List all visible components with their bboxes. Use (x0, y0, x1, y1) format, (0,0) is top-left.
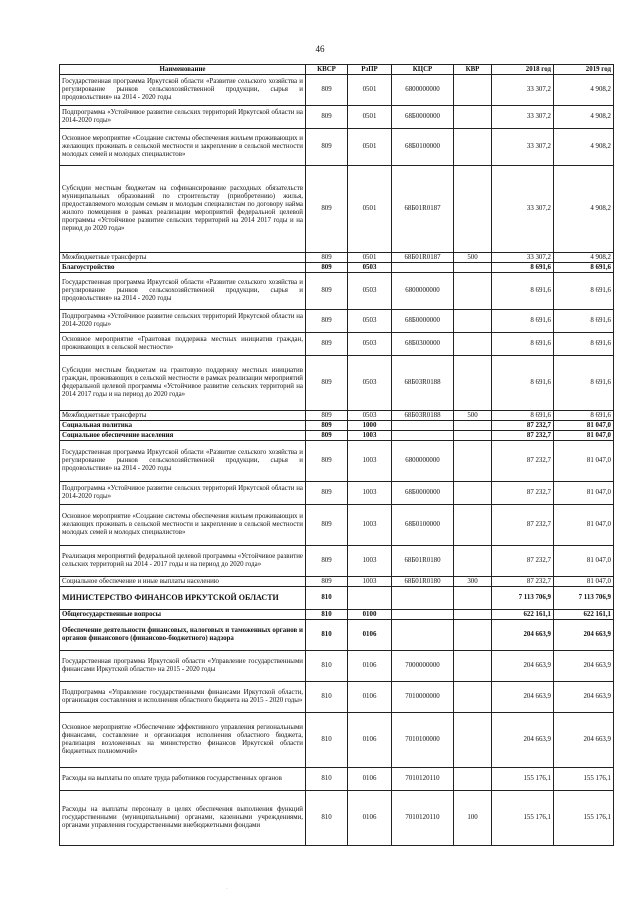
row-kvsr-cell: 810 (306, 768, 348, 791)
row-kvr-cell (454, 441, 492, 482)
table-row (60, 482, 614, 505)
row-name-cell: Подпрограмма «Устойчивое развитие сельских территорий Иркутской области на 2014-2020 годы» (60, 310, 306, 333)
row-kcsr-cell (392, 263, 454, 273)
table-row (60, 431, 614, 441)
row-rzpr-cell: 1003 (348, 577, 392, 587)
row-kcsr-cell: 7010120110 (392, 791, 454, 846)
row-rzpr-cell: 0106 (348, 768, 392, 791)
table-row (60, 253, 614, 263)
row-2019-cell: 622 161,1 (554, 610, 614, 620)
table-row (60, 577, 614, 587)
row-kvsr-cell: 810 (306, 791, 348, 846)
row-2018-cell: 8 691,6 (492, 333, 554, 356)
row-kvr-cell: 300 (454, 577, 492, 587)
row-kcsr-cell (392, 431, 454, 441)
row-2019-cell: 7 113 706,9 (554, 587, 614, 610)
scan-mark: · (226, 886, 228, 892)
row-rzpr-cell (348, 587, 392, 610)
row-kvsr-cell: 809 (306, 129, 348, 166)
header-kvr: КВР (454, 65, 492, 75)
row-name-cell: Субсидии местным бюджетам на грантовую поддержку местных инициатив граждан, проживающих в сельской местности в рамках реализации мероприятий федеральной целевой программы «Устойчивое развитие сельских территорий на 2014 2017 годы и на период до 2020 года» (60, 356, 306, 411)
table-header-row (60, 65, 614, 75)
row-name-cell: Общегосударственные вопросы (60, 610, 306, 620)
row-2019-cell: 8 691,6 (554, 411, 614, 421)
table-row (60, 610, 614, 620)
row-2018-cell: 87 232,7 (492, 505, 554, 546)
row-kvsr-cell: 810 (306, 610, 348, 620)
row-name-cell: Государственная программа Иркутской области «Развитие сельского хозяйства и регулирование рынков сельскохозяйственной продукции, сырья и продовольствия» на 2014 - 2020 годы (60, 441, 306, 482)
row-kcsr-cell: 68Б03R0188 (392, 411, 454, 421)
table-row (60, 75, 614, 106)
row-kvsr-cell: 809 (306, 546, 348, 577)
table-row (60, 310, 614, 333)
row-kcsr-cell: 7010120110 (392, 768, 454, 791)
row-kcsr-cell: 6800000000 (392, 273, 454, 310)
row-name-cell: Подпрограмма «Устойчивое развитие сельских территорий Иркутской области на 2014-2020 годы» (60, 106, 306, 129)
row-name-cell: Благоустройство (60, 263, 306, 273)
row-name-cell: Государственная программа Иркутской области «Развитие сельского хозяйства и регулирование рынков сельскохозяйственной продукции, сырья и продовольствия» на 2014 - 2020 годы (60, 75, 306, 106)
row-rzpr-cell: 0501 (348, 75, 392, 106)
table-row (60, 505, 614, 546)
row-2019-cell: 204 663,9 (554, 620, 614, 651)
row-2019-cell: 4 908,2 (554, 166, 614, 253)
row-2018-cell: 622 161,1 (492, 610, 554, 620)
row-2019-cell: 81 047,0 (554, 441, 614, 482)
row-2019-cell: 204 663,9 (554, 682, 614, 713)
row-kcsr-cell: 68Б01R0180 (392, 546, 454, 577)
row-2019-cell: 4 908,2 (554, 129, 614, 166)
row-name-cell: Основное мероприятие «Создание системы обеспечения жильем проживающих и желающих проживать в сельской местности и закрепление в сельской местности молодых семей и молодых специалистов» (60, 129, 306, 166)
row-2019-cell: 81 047,0 (554, 546, 614, 577)
row-2018-cell: 87 232,7 (492, 577, 554, 587)
row-kvr-cell (454, 651, 492, 682)
row-kvsr-cell: 810 (306, 620, 348, 651)
table-row (60, 411, 614, 421)
row-rzpr-cell: 0106 (348, 620, 392, 651)
row-kcsr-cell: 6800000000 (392, 441, 454, 482)
row-kvr-cell (454, 713, 492, 768)
row-rzpr-cell: 0106 (348, 651, 392, 682)
table-row (60, 713, 614, 768)
row-rzpr-cell: 1003 (348, 482, 392, 505)
row-2019-cell: 8 691,6 (554, 263, 614, 273)
row-2018-cell: 8 691,6 (492, 263, 554, 273)
row-rzpr-cell: 0501 (348, 106, 392, 129)
row-2018-cell: 8 691,6 (492, 273, 554, 310)
row-2019-cell: 4 908,2 (554, 106, 614, 129)
header-rzpr: РзПР (348, 65, 392, 75)
row-kvr-cell: 100 (454, 791, 492, 846)
table-row (60, 129, 614, 166)
row-rzpr-cell: 0503 (348, 411, 392, 421)
row-kvr-cell (454, 263, 492, 273)
row-kvsr-cell: 809 (306, 577, 348, 587)
row-kcsr-cell: 68Б01R0187 (392, 166, 454, 253)
row-kcsr-cell: 7010100000 (392, 713, 454, 768)
row-name-cell: Реализация мероприятий федеральной целевой программы «Устойчивое развитие сельских территорий на 2014 - 2017 годы и на период до 2020 года» (60, 546, 306, 577)
row-kvsr-cell: 809 (306, 253, 348, 263)
row-kcsr-cell: 68Б0100000 (392, 129, 454, 166)
row-name-cell: Межбюджетные трансферты (60, 411, 306, 421)
row-kcsr-cell: 68Б0000000 (392, 310, 454, 333)
row-kvr-cell (454, 682, 492, 713)
row-rzpr-cell: 0501 (348, 253, 392, 263)
row-kvr-cell (454, 273, 492, 310)
table-row (60, 791, 614, 846)
row-kvsr-cell: 809 (306, 106, 348, 129)
row-kvsr-cell: 809 (306, 310, 348, 333)
header-kcsr: КЦСР (392, 65, 454, 75)
table-row (60, 651, 614, 682)
row-2019-cell: 8 691,6 (554, 333, 614, 356)
row-2019-cell: 81 047,0 (554, 482, 614, 505)
row-2018-cell: 33 307,2 (492, 166, 554, 253)
row-kcsr-cell: 68Б0300000 (392, 333, 454, 356)
row-kvsr-cell: 809 (306, 333, 348, 356)
row-kvr-cell (454, 75, 492, 106)
row-kcsr-cell (392, 610, 454, 620)
row-name-cell: Подпрограмма «Устойчивое развитие сельских территорий Иркутской области на 2014-2020 годы» (60, 482, 306, 505)
row-2018-cell: 8 691,6 (492, 356, 554, 411)
row-kvr-cell: 500 (454, 253, 492, 263)
row-kcsr-cell: 68Б01R0180 (392, 577, 454, 587)
row-2018-cell: 8 691,6 (492, 310, 554, 333)
row-2018-cell: 87 232,7 (492, 421, 554, 431)
row-kvr-cell (454, 768, 492, 791)
row-kvsr-cell: 809 (306, 505, 348, 546)
row-name-cell: Субсидии местным бюджетам на софинансирование расходных обязательств муниципальных образований по строительству (приобретению) жилья, предоставляемого молодым семьям и молодым специалистам по договору найма жилого помещения в рамках реализации мероприятий федеральной целевой программы «Устойчивое развитие сельских территорий на 2014 2017 годы и на период до 2020 года» (60, 166, 306, 253)
table-row (60, 441, 614, 482)
row-kvr-cell (454, 610, 492, 620)
row-kvr-cell (454, 129, 492, 166)
row-kvsr-cell: 809 (306, 482, 348, 505)
row-kvsr-cell: 810 (306, 682, 348, 713)
row-2018-cell: 87 232,7 (492, 441, 554, 482)
row-kvsr-cell: 809 (306, 263, 348, 273)
row-2018-cell: 87 232,7 (492, 431, 554, 441)
table-row (60, 333, 614, 356)
row-name-cell: Обеспечение деятельности финансовых, налоговых и таможенных органов и органов финансового (финансово-бюджетного) надзора (60, 620, 306, 651)
row-rzpr-cell: 1003 (348, 441, 392, 482)
row-rzpr-cell: 0503 (348, 356, 392, 411)
row-2019-cell: 8 691,6 (554, 273, 614, 310)
table-row (60, 587, 614, 610)
header-name: Наименование (60, 65, 306, 75)
table-row (60, 273, 614, 310)
row-rzpr-cell: 0503 (348, 333, 392, 356)
row-rzpr-cell: 0503 (348, 263, 392, 273)
row-kcsr-cell: 7010000000 (392, 682, 454, 713)
row-kvsr-cell: 809 (306, 273, 348, 310)
row-rzpr-cell: 0106 (348, 713, 392, 768)
row-kcsr-cell: 68Б03R0188 (392, 356, 454, 411)
row-kvr-cell (454, 333, 492, 356)
row-2019-cell: 204 663,9 (554, 713, 614, 768)
table-row (60, 682, 614, 713)
header-kvsr: КВСР (306, 65, 348, 75)
row-2019-cell: 81 047,0 (554, 431, 614, 441)
row-kvr-cell (454, 587, 492, 610)
row-kcsr-cell (392, 620, 454, 651)
table-row (60, 768, 614, 791)
row-name-cell: Социальное обеспечение населения (60, 431, 306, 441)
row-2018-cell: 204 663,9 (492, 651, 554, 682)
row-name-cell: Социальная политика (60, 421, 306, 431)
row-2019-cell: 81 047,0 (554, 421, 614, 431)
header-2018: 2018 год (492, 65, 554, 75)
row-2019-cell: 8 691,6 (554, 356, 614, 411)
row-2018-cell: 155 176,1 (492, 791, 554, 846)
row-2019-cell: 81 047,0 (554, 505, 614, 546)
table-row (60, 421, 614, 431)
row-name-cell: Основное мероприятие «Создание системы обеспечения жильем проживающих и желающих проживать в сельской местности и закрепление в сельской местности молодых семей и молодых специалистов» (60, 505, 306, 546)
row-2018-cell: 33 307,2 (492, 106, 554, 129)
table-row (60, 356, 614, 411)
row-kvsr-cell: 809 (306, 441, 348, 482)
row-kvsr-cell: 810 (306, 587, 348, 610)
row-kvsr-cell: 809 (306, 356, 348, 411)
row-name-cell: Основное мероприятие «Обеспечение эффективного управления региональными финансами, составление и организация исполнения областного бюджета, реализация возложенных на министерство финансов Иркутской области бюджетных полномочий» (60, 713, 306, 768)
row-rzpr-cell: 0503 (348, 310, 392, 333)
row-2018-cell: 204 663,9 (492, 620, 554, 651)
row-name-cell: Государственная программа Иркутской области «Развитие сельского хозяйства и регулирование рынков сельскохозяйственной продукции, сырья и продовольствия» на 2014 - 2020 годы (60, 273, 306, 310)
row-2019-cell: 155 176,1 (554, 768, 614, 791)
row-2019-cell: 8 691,6 (554, 310, 614, 333)
row-kvr-cell (454, 620, 492, 651)
row-kvsr-cell: 809 (306, 75, 348, 106)
row-2018-cell: 204 663,9 (492, 713, 554, 768)
row-name-cell: Межбюджетные трансферты (60, 253, 306, 263)
row-kcsr-cell: 68Б0000000 (392, 106, 454, 129)
budget-table (59, 64, 614, 846)
row-name-cell: Социальное обеспечение и иные выплаты населению (60, 577, 306, 587)
row-2018-cell: 204 663,9 (492, 682, 554, 713)
row-name-cell: Государственная программа Иркутской области «Управление государственными финансами Иркутской области» на 2015 - 2020 годы (60, 651, 306, 682)
row-2018-cell: 87 232,7 (492, 546, 554, 577)
row-rzpr-cell: 0501 (348, 129, 392, 166)
row-kvr-cell (454, 505, 492, 546)
row-2018-cell: 33 307,2 (492, 129, 554, 166)
page-number: 46 (315, 44, 325, 54)
table-body (60, 75, 614, 846)
row-2018-cell: 87 232,7 (492, 482, 554, 505)
row-kcsr-cell: 7000000000 (392, 651, 454, 682)
row-rzpr-cell: 1003 (348, 505, 392, 546)
row-rzpr-cell: 0106 (348, 682, 392, 713)
row-2019-cell: 204 663,9 (554, 651, 614, 682)
row-name-cell: Расходы на выплаты по оплате труда работников государственных органов (60, 768, 306, 791)
row-kcsr-cell (392, 587, 454, 610)
row-2019-cell: 4 908,2 (554, 253, 614, 263)
row-rzpr-cell: 0503 (348, 273, 392, 310)
row-kvr-cell (454, 421, 492, 431)
row-2018-cell: 7 113 706,9 (492, 587, 554, 610)
table-row (60, 263, 614, 273)
row-name-cell: Основное мероприятие «Грантовая поддержка местных инициатив граждан, проживающих в сельской местности» (60, 333, 306, 356)
row-kcsr-cell: 68Б01R0187 (392, 253, 454, 263)
row-name-cell: Подпрограмма «Управление государственными финансами Иркутской области, организация составления и исполнения областного бюджета на 2015 - 2020 годы» (60, 682, 306, 713)
row-2018-cell: 33 307,2 (492, 253, 554, 263)
table-row (60, 620, 614, 651)
row-kvr-cell (454, 106, 492, 129)
row-kcsr-cell: 68Б0000000 (392, 482, 454, 505)
table-row (60, 106, 614, 129)
row-kvsr-cell: 809 (306, 431, 348, 441)
row-kvsr-cell: 810 (306, 713, 348, 768)
header-2019: 2019 год (554, 65, 614, 75)
row-kcsr-cell: 68Б0100000 (392, 505, 454, 546)
row-kvsr-cell: 809 (306, 166, 348, 253)
row-2018-cell: 155 176,1 (492, 768, 554, 791)
row-rzpr-cell: 1003 (348, 431, 392, 441)
table-row (60, 166, 614, 253)
row-kvr-cell: 500 (454, 411, 492, 421)
row-kcsr-cell (392, 421, 454, 431)
row-kvr-cell (454, 310, 492, 333)
row-kvr-cell (454, 431, 492, 441)
row-rzpr-cell: 0100 (348, 610, 392, 620)
row-kvsr-cell: 809 (306, 421, 348, 431)
row-kcsr-cell: 6800000000 (392, 75, 454, 106)
row-rzpr-cell: 1000 (348, 421, 392, 431)
row-2019-cell: 155 176,1 (554, 791, 614, 846)
row-rzpr-cell: 0106 (348, 791, 392, 846)
row-2018-cell: 8 691,6 (492, 411, 554, 421)
row-kvr-cell (454, 482, 492, 505)
row-rzpr-cell: 0501 (348, 166, 392, 253)
row-name-cell: Расходы на выплаты персоналу в целях обеспечения выполнения функций государственными (муниципальными) органами, казенными учреждениями, органами управления государственными внебюджетными фондами (60, 791, 306, 846)
row-2018-cell: 33 307,2 (492, 75, 554, 106)
table-row (60, 546, 614, 577)
row-rzpr-cell: 1003 (348, 546, 392, 577)
row-kvr-cell (454, 546, 492, 577)
row-kvsr-cell: 810 (306, 651, 348, 682)
row-2019-cell: 4 908,2 (554, 75, 614, 106)
row-kvr-cell (454, 166, 492, 253)
row-2019-cell: 81 047,0 (554, 577, 614, 587)
row-kvsr-cell: 809 (306, 411, 348, 421)
row-name-cell: МИНИСТЕРСТВО ФИНАНСОВ ИРКУТСКОЙ ОБЛАСТИ (60, 587, 306, 610)
row-kvr-cell (454, 356, 492, 411)
